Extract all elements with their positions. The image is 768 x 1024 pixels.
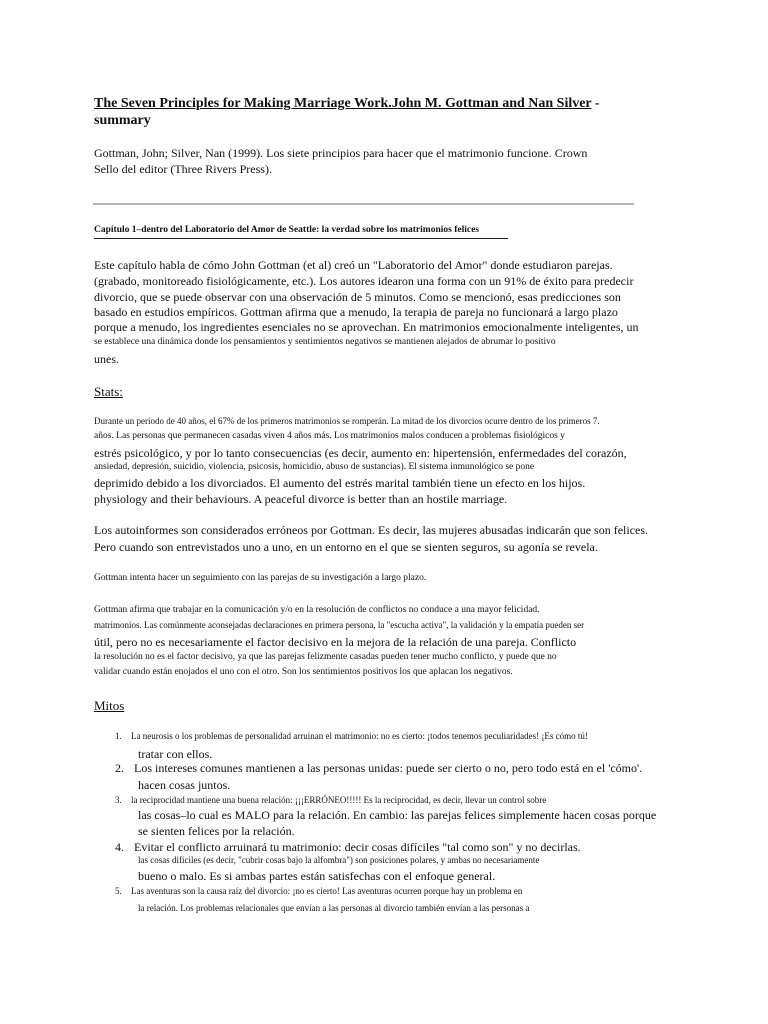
myth-continuation: tratar con ellos. <box>138 747 213 761</box>
citation-line-2: Sello del editor (Three Rivers Press). <box>94 162 272 176</box>
selfreport-line: Pero cuando son entrevistados uno a uno, en un entorno en el que se sienten seguros, su agonía se revela. <box>94 540 598 554</box>
myth-number: 5. <box>115 886 122 896</box>
chapter-underline <box>94 238 508 239</box>
stats-line: physiology and their behaviours. A peaceful divorce is better than an hostile marriage. <box>94 492 508 506</box>
intro-line: Este capítulo habla de cómo John Gottman (et al) creó un "Laboratorio del Amor" donde estudiaron parejas. <box>94 258 613 272</box>
horizontal-rule <box>93 203 634 205</box>
chapter-title: Capítulo 1–dentro del Laboratorio del Amor de Seattle: la verdad sobre los matrimonios felices <box>94 225 479 235</box>
myth-first-line: Evitar el conflicto arruinará tu matrimonio: decir cosas difíciles "tal como son" y no decirlas. <box>134 840 581 854</box>
myth-first-line: La neurosis o los problemas de personalidad arruinan el matrimonio: no es cierto: ¡todos tenemos peculiaridades! ¡Es cómo tú! <box>131 731 588 741</box>
intro-line: unes. <box>94 352 119 366</box>
myth-first-line: Las aventuras son la causa raíz del divorcio: ¡no es cierto! Las aventuras ocurren porque hay un problema en <box>131 886 523 896</box>
stats-line: estrés psicológico, y por lo tanto consecuencias (es decir, aumento en: hipertensión, enfermedades del corazón, <box>94 446 627 460</box>
stats-heading: Stats: <box>94 384 123 399</box>
communication-line: matrimonios. Las comúnmente aconsejadas declaraciones en primera persona, la "escucha activa", la validación y la empatía pueden ser <box>94 620 585 630</box>
intro-line: basado en estudios empíricos. Gottman afirma que a menudo, la terapia de pareja no funcionará a largo plazo <box>94 305 618 319</box>
title-suffix: - summary <box>94 96 600 128</box>
intro-line: se establece una dinámica donde los pensamientos y sentimientos negativos se mantienen alejados de abrumar lo positivo <box>94 337 556 347</box>
myth-continuation: la relación. Los problemas relacionales que envían a las personas al divorcio también envían a las personas a <box>138 903 530 913</box>
myth-continuation: bueno o malo. Es si ambas partes están satisfechas con el enfoque general. <box>138 869 496 883</box>
myth-continuation: se sienten felices por la relación. <box>138 824 295 838</box>
myths-heading: Mitos <box>94 698 125 713</box>
followup-line: Gottman intenta hacer un seguimiento con las parejas de su investigación a largo plazo. <box>94 573 427 583</box>
stats-line: Durante un período de 40 años, el 67% de los primeros matrimonios se romperán. La mitad de los divorcios ocurre dentro de los primeros 7. <box>94 416 600 426</box>
myth-first-line: Los intereses comunes mantienen a las personas unidas: puede ser cierto o no, pero todo está en el 'cómo'. <box>134 761 643 775</box>
stats-line: deprimido debido a los divorciados. El aumento del estrés marital también tiene un efecto en los hijos. <box>94 476 586 490</box>
myth-first-line: la reciprocidad mantiene una buena relación: ¡¡¡ERRÓNEO!!!!! Es la reciprocidad, es decir, llevar un control sobre <box>131 795 547 805</box>
communication-line: validar cuando están enojados el uno con el otro. Son los sentimientos positivos los que aplacan los negativos. <box>94 667 513 677</box>
myth-number: 4. <box>115 840 124 854</box>
communication-line: la resolución no es el factor decisivo, ya que las parejas felizmente casadas pueden tener mucho conflicto, y puede que no <box>94 652 557 662</box>
myth-continuation: hacen cosas juntos. <box>138 778 231 792</box>
myth-number: 1. <box>115 731 122 741</box>
document-title <box>94 95 654 129</box>
title-main: The Seven Principles for Making Marriage Work.John M. Gottman and Nan Silver <box>94 96 592 111</box>
intro-line: divorcio, que se puede observar con una observación de 5 minutos. Como se mencionó, esas predicciones son <box>94 290 621 304</box>
myth-number: 3. <box>115 795 122 805</box>
intro-line: porque a menudo, los ingredientes esenciales no se aprovechan. En matrimonios emocionalmente inteligentes, un <box>94 320 639 334</box>
selfreport-line: Los autoinformes son considerados erróneos por Gottman. Es decir, las mujeres abusadas indicarán que son felices. <box>94 523 649 537</box>
myth-continuation: las cosas difíciles (es decir, "cubrir cosas bajo la alfombra") son posiciones polares, y ambas no necesariamente <box>138 855 540 865</box>
citation-line-1: Gottman, John; Silver, Nan (1999). Los siete principios para hacer que el matrimonio funcione. Crown <box>94 146 588 160</box>
stats-line: ansiedad, depresión, suicidio, violencia, psicosis, homicidio, abuso de sustancias). El sistema inmunológico se pone <box>94 462 535 472</box>
myth-continuation: las cosas–lo cual es MALO para la relación. En cambio: las parejas felices simplemente hacen cosas porque <box>138 808 657 822</box>
myth-number: 2. <box>115 761 124 775</box>
communication-line: Gottman afirma que trabajar en la comunicación y/o en la resolución de conflictos no conduce a una mayor felicidad. <box>94 605 540 615</box>
intro-line: (grabado, monitoreado fisiológicamente, etc.). Los autores idearon una forma con un 91% de éxito para predecir <box>94 274 634 288</box>
stats-line: años. Las personas que permanecen casadas viven 4 años más. Los matrimonios malos conducen a problemas fisiológicos y <box>94 431 565 441</box>
communication-line: útil, pero no es necesariamente el factor decisivo en la mejora de la relación de una pareja. Conflicto <box>94 635 577 649</box>
